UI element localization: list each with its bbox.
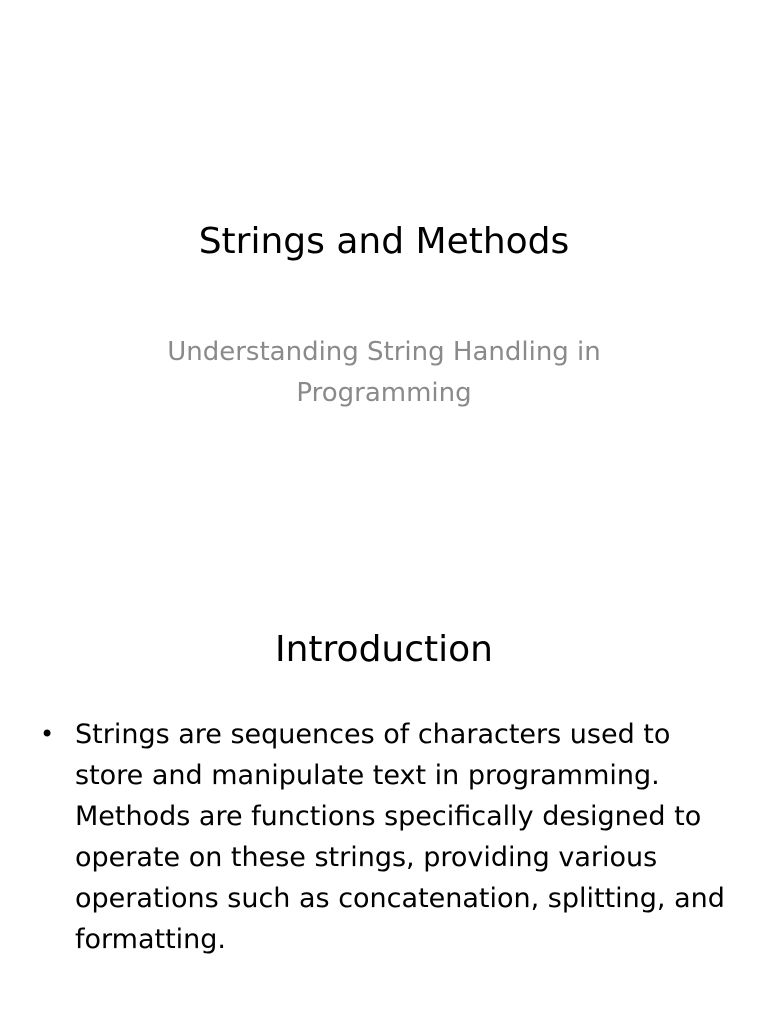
slide-title: Introduction	[274, 629, 493, 670]
slide-subtitle: Understanding String Handling in Programming	[167, 337, 601, 408]
bullet-list	[40, 714, 730, 960]
bullet-text: Strings are sequences of characters used to store and manipulate text in programming. Methods are functions specifically designed to operate on these strings, providing various operations such as concatenation, splitting, and formatting.	[75, 719, 725, 955]
slide-title: Strings and Methods	[198, 221, 570, 262]
bullet-icon: •	[40, 720, 55, 748]
introduction-slide	[0, 512, 768, 1024]
bullet-item	[40, 714, 730, 960]
